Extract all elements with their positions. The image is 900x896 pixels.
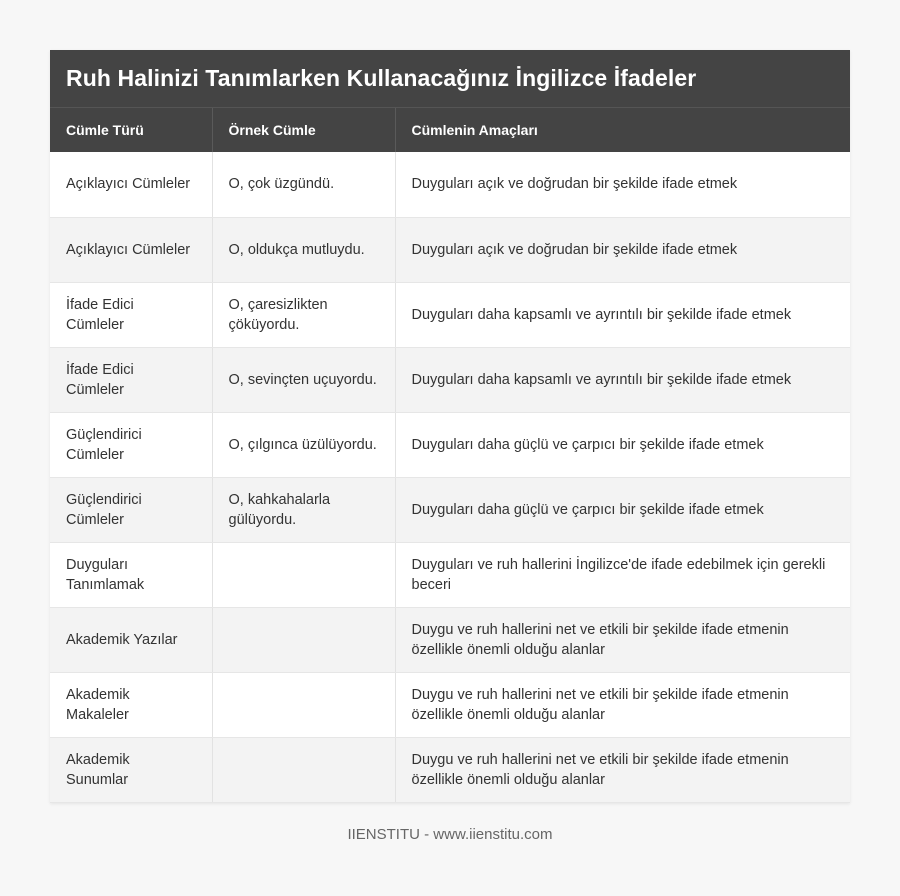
cell-purpose: Duygu ve ruh hallerini net ve etkili bir şekilde ifade etmenin özellikle önemli olduğu alanlar <box>395 737 850 802</box>
cell-type: Akademik Yazılar <box>50 607 212 672</box>
cell-example: O, sevinçten uçuyordu. <box>212 347 395 412</box>
footer-credit: IIENSTITU - www.iienstitu.com <box>347 826 553 843</box>
cell-example: O, oldukça mutluydu. <box>212 217 395 282</box>
column-header-type: Cümle Türü <box>50 108 212 152</box>
cell-purpose: Duyguları daha güçlü ve çarpıcı bir şekilde ifade etmek <box>395 412 850 477</box>
cell-purpose: Duyguları daha kapsamlı ve ayrıntılı bir şekilde ifade etmek <box>395 282 850 347</box>
header-row <box>50 108 850 152</box>
cell-example: O, çaresizlikten çöküyordu. <box>212 282 395 347</box>
cell-type: Akademik Makaleler <box>50 672 212 737</box>
cell-example <box>212 542 395 607</box>
cell-example <box>212 672 395 737</box>
cell-purpose: Duygu ve ruh hallerini net ve etkili bir şekilde ifade etmenin özellikle önemli olduğu alanlar <box>395 607 850 672</box>
cell-example: O, kahkahalarla gülüyordu. <box>212 477 395 542</box>
table-row <box>50 737 850 802</box>
table-card <box>50 50 850 803</box>
cell-type: İfade Edici Cümleler <box>50 282 212 347</box>
cell-example <box>212 607 395 672</box>
table-row <box>50 282 850 347</box>
page-title: Ruh Halinizi Tanımlarken Kullanacağınız İngilizce İfadeler <box>66 65 697 91</box>
cell-purpose: Duyguları açık ve doğrudan bir şekilde ifade etmek <box>395 217 850 282</box>
cell-example: O, çok üzgündü. <box>212 152 395 217</box>
table-row <box>50 542 850 607</box>
cell-purpose: Duygu ve ruh hallerini net ve etkili bir şekilde ifade etmenin özellikle önemli olduğu alanlar <box>395 672 850 737</box>
cell-type: Güçlendirici Cümleler <box>50 412 212 477</box>
table-row <box>50 412 850 477</box>
column-header-example: Örnek Cümle <box>212 108 395 152</box>
table-row <box>50 152 850 217</box>
cell-purpose: Duyguları açık ve doğrudan bir şekilde ifade etmek <box>395 152 850 217</box>
cell-type: İfade Edici Cümleler <box>50 347 212 412</box>
cell-type: Duyguları Tanımlamak <box>50 542 212 607</box>
cell-example: O, çılgınca üzülüyordu. <box>212 412 395 477</box>
cell-purpose: Duyguları daha kapsamlı ve ayrıntılı bir şekilde ifade etmek <box>395 347 850 412</box>
cell-purpose: Duyguları ve ruh hallerini İngilizce'de ifade edebilmek için gerekli beceri <box>395 542 850 607</box>
cell-type: Akademik Sunumlar <box>50 737 212 802</box>
table-header <box>50 108 850 152</box>
table-row <box>50 477 850 542</box>
column-header-purpose: Cümlenin Amaçları <box>395 108 850 152</box>
cell-purpose: Duyguları daha güçlü ve çarpıcı bir şekilde ifade etmek <box>395 477 850 542</box>
table-row <box>50 347 850 412</box>
cell-type: Açıklayıcı Cümleler <box>50 217 212 282</box>
cell-example <box>212 737 395 802</box>
cell-type: Açıklayıcı Cümleler <box>50 152 212 217</box>
table-row <box>50 217 850 282</box>
table-row <box>50 672 850 737</box>
data-table <box>50 108 850 803</box>
table-row <box>50 607 850 672</box>
table-body <box>50 152 850 802</box>
title-bar <box>50 50 850 108</box>
cell-type: Güçlendirici Cümleler <box>50 477 212 542</box>
